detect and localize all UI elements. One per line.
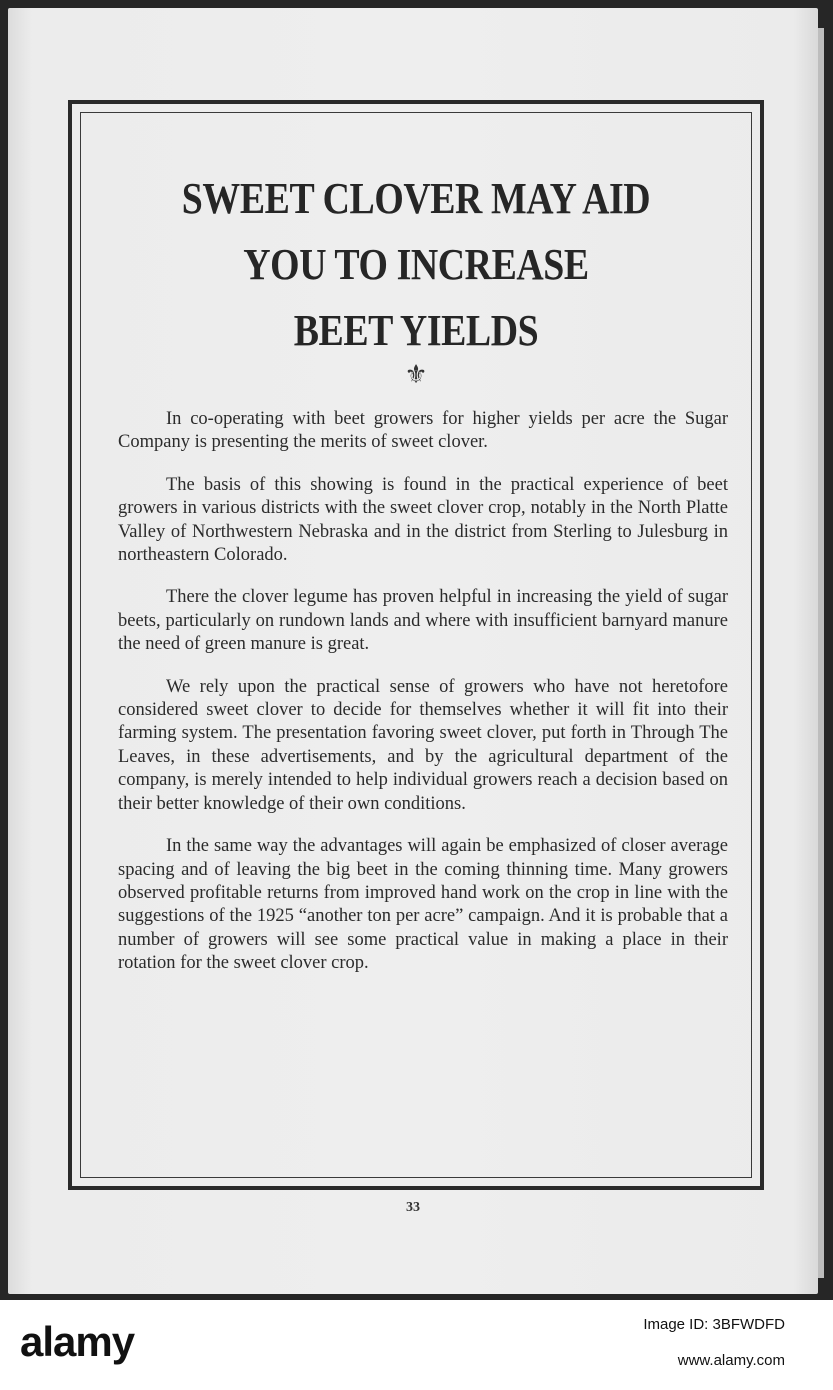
site-url: www.alamy.com [677,1352,785,1369]
alamy-logo: alamy [20,1318,135,1365]
headline-line-2: YOU TO INCREASE [243,240,589,289]
page-number: 33 [406,1200,420,1215]
paragraph-1: In co-operating with beet growers for higher yields per acre the Sugar Company is presenting the merits of sweet clover. [118,409,728,453]
headline [120,166,712,364]
fleur-de-lis-icon: ⚜ [404,360,428,390]
advertisement-border [68,100,764,1190]
headline-line-3: BEET YIELDS [293,306,539,355]
book-page [8,8,818,1294]
paragraph-2: The basis of this showing is found in the practical experience of beet growers in various districts with the sweet clover crop, notably in the North Platte Valley of Northwestern Nebraska and in the district from Sterling to Julesburg in northeastern Colorado. [118,474,728,566]
paragraph-3: There the clover legume has proven helpful in increasing the yield of sugar beets, particularly on rundown lands and where with insufficient barnyard manure the need of green manure is great. [118,587,728,655]
paragraph-4: We rely upon the practical sense of growers who have not heretofore considered sweet clover to decide for themselves whether it will fit into their farming system. The presentation favoring sweet clover, put forth in Through The Leaves, in these advertisements, and by the agricultural department of the company, is merely intended to help individual growers reach a decision based on their better knowledge of their own conditions. [118,676,728,814]
paragraph-5: In the same way the advantages will again be emphasized of closer average spacing and of leaving the big beet in the coming thinning time. Many growers observed profitable returns from improved hand work on the crop in line with the suggestions of the 1925 “another ton per acre” campaign. And it is probable that a number of growers will see some practical value in making a place in their rotation for the sweet clover crop. [118,836,728,974]
article-body [118,408,728,995]
headline-line-1: SWEET CLOVER MAY AID [181,174,651,223]
image-id-label: Image ID: 3BFWDFD [643,1316,785,1333]
page-edge [818,28,824,1278]
